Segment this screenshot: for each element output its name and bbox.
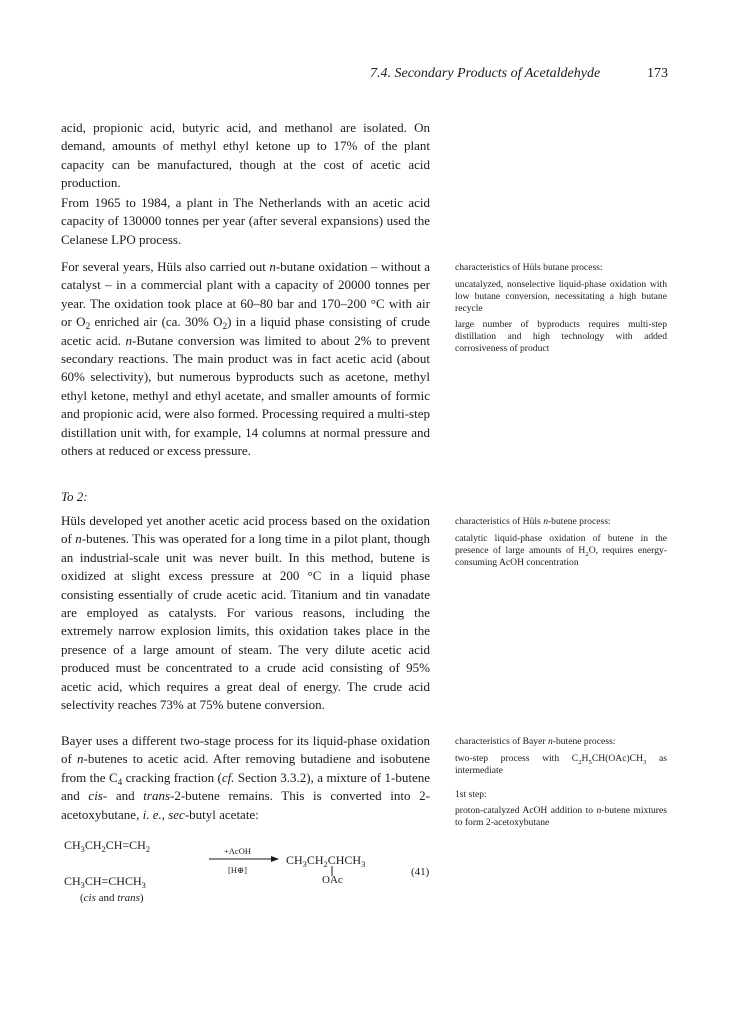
catalyst-label: [H⊕] xyxy=(228,865,247,875)
sidebar-bullet: catalytic liquid-phase oxidation of butene in the presence of large amounts of $H_2O$, requires energy-consuming AcOH concentration xyxy=(455,533,667,568)
page-number: 173 xyxy=(647,66,668,81)
sidebar-title: characteristics of Hüls n-butene process: xyxy=(455,516,611,527)
sidebar-title: characteristics of Hüls butane process: xyxy=(455,262,603,273)
section-heading: To 2: xyxy=(61,489,88,504)
sidebar-bayer-butene xyxy=(455,736,667,833)
sidebar-huls-butane xyxy=(455,262,667,359)
isomer-note: (cis and trans) xyxy=(80,892,144,904)
sidebar-step-label: 1st step: xyxy=(455,789,487,800)
running-title: 7.4. Secondary Products of Acetaldehyde xyxy=(370,66,601,81)
sidebar-title: characteristics of Bayer n-butene process: xyxy=(455,736,616,747)
sidebar-bullet: proton-catalyzed AcOH addition to n-butene mixtures to form 2-acetoxybutane xyxy=(455,805,667,828)
reactant-1-butene: $CH_3CH_2CH=CH_2$ xyxy=(64,838,151,854)
reaction-arrow-icon xyxy=(209,855,279,863)
product-formula: $CH_3CH_2CHCH_3$ xyxy=(286,853,366,869)
sidebar-bullet: large number of byproducts requires multi-step distillation and high technology with added corrosiveness of product xyxy=(455,319,667,354)
reactant-2-butene: $CH_3CH=CHCH_3$ xyxy=(64,874,146,890)
sidebar-huls-butene xyxy=(455,516,667,573)
sidebar-bullet: uncatalyzed, nonselective liquid-phase oxidation with low butane conversion, necessitating a high butane recycle xyxy=(455,279,667,314)
sidebar-bullet: two-step process with $C_2H_5CH(OAc)CH_3$ as intermediate xyxy=(455,753,668,776)
paragraph-huls-butane: For several years, Hüls also carried out n-butane oxidation – without a catalyst – in a commercial plant with a capacity of 20000 tonnes per year. The oxidation took place at 60–80 bar and 170–200 °C with air or $O_2$ enriched air (ca. 30% $O_2$) in a liquid phase consisting of crude acetic acid. n-Butane conversion was limited to about 2% to prevent secondary reactions. The main product was in fact acetic acid (about 60% selectivity), but numerous byproducts such as acetone, methyl ethyl ketone, methyl and ethyl acetate, and smaller amounts of formic and propionic acid, were also formed. Processing required a multi-step distillation unit with, for example, 14 columns at normal pressure and others at reduced or excess pressure. xyxy=(61,259,430,459)
paragraph-intro: acid, propionic acid, butyric acid, and methanol are isolated. On demand, amounts of methyl ethyl ketone up to 17% of the plant capacity can be manufactured, though at the cost of acetic acid production. xyxy=(61,120,430,191)
paragraph-bayer: Bayer uses a different two-stage process for its liquid-phase oxidation of n-butenes to acetic acid. After removing butadiene and isobutene from the $C_4$ cracking fraction (cf. Section 3.3.2), a mixture of 1-butene and cis- and trans-2-butene remains. This is converted into 2-acetoxybutane, i. e., sec-butyl acetate: xyxy=(61,733,430,822)
equation-number: (41) xyxy=(411,866,430,878)
substituent-label: OAc xyxy=(322,874,343,886)
paragraph-huls-butene: Hüls developed yet another acetic acid process based on the oxidation of n-butenes. This was operated for a long time in a pilot plant, though an industrial-scale unit was never built. In this method, butene is oxidized at slight excess pressure at 200 °C in a liquid phase consisting essentially of crude acetic acid. Titanium and tin vanadate are employed as catalysts. For various reasons, including the extremely narrow explosion limits, this oxidation takes place in the presence of a large amount of steam. The very dilute acetic acid produced must be concentrated to a crude acid consisting of 95% acetic acid, which requires a great deal of energy. The crude acid selectivity reaches 73% at 75% butene conversion. xyxy=(61,513,430,713)
reagent-label: +AcOH xyxy=(224,846,251,856)
paragraph-netherlands: From 1965 to 1984, a plant in The Netherlands with an acetic acid capacity of 130000 tonnes per year (after several expansions) used the Celanese LPO process. xyxy=(61,195,430,247)
